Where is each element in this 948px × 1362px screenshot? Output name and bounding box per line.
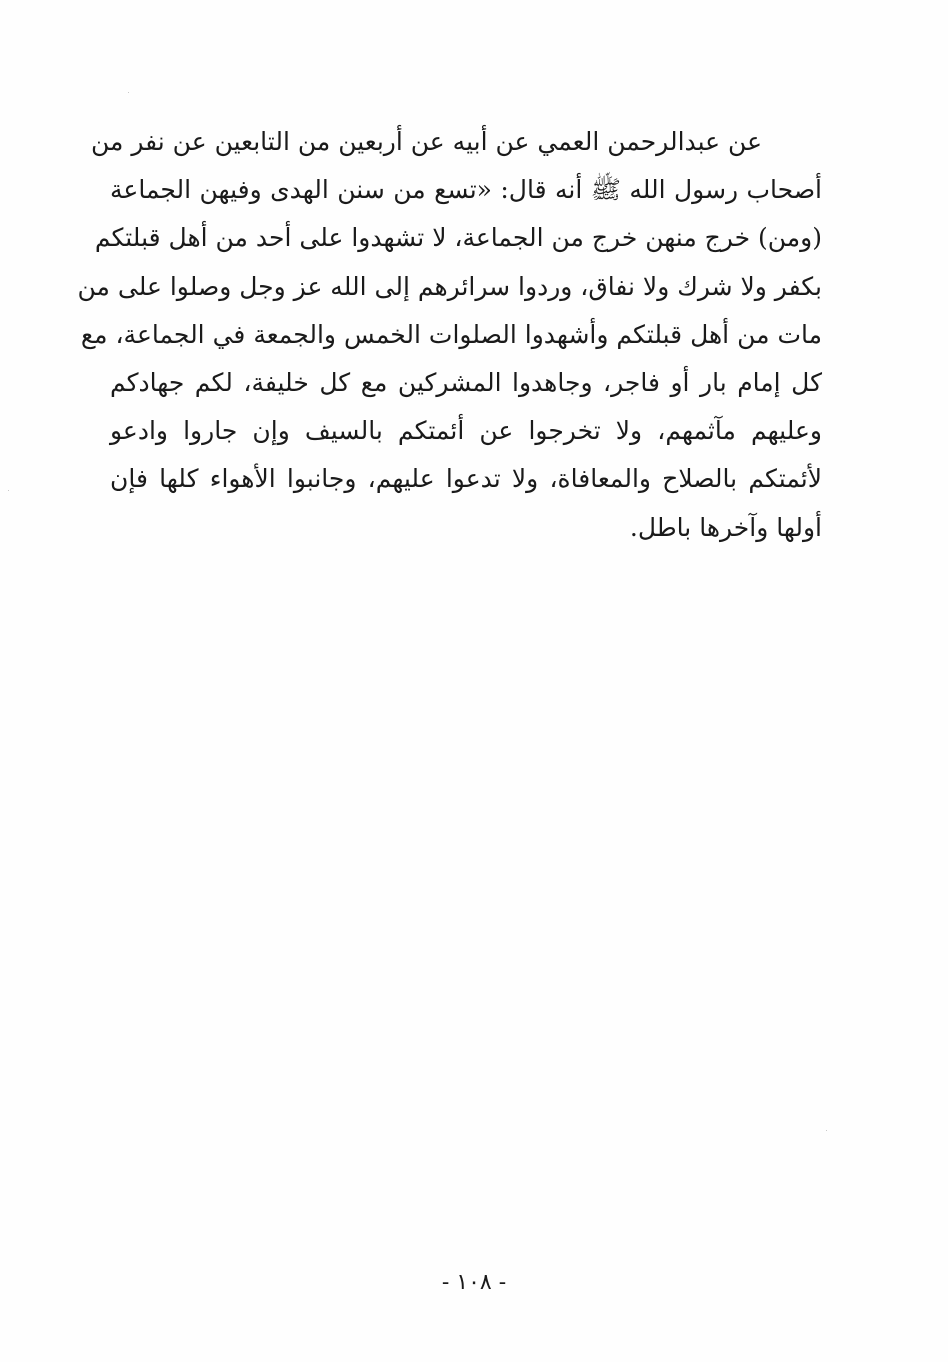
paragraph-line-5: مات من أهل قبلتكم وأشهدوا الصلوات الخمس والجمعة في الجماعة، مع [80,319,822,349]
paragraph-line-3: (ومن) خرج منهن خرج من الجماعة، لا تشهدوا على أحد من أهل قبلتكم [94,223,822,253]
scan-speck [128,92,129,93]
page-number: - ١٠٨ - [441,1270,507,1295]
body-paragraph [77,118,822,552]
paragraph-line-4: بكفر ولا شرك ولا نفاق، وردوا سرائرهم إلى الله عز وجل وصلوا على من [77,271,822,301]
scan-speck [8,490,9,491]
paragraph-line-1: عن عبدالرحمن العمي عن أبيه عن أربعين من التابعين عن نفر من [90,127,762,156]
paragraph-line-9: أولها وآخرها باطل. [629,512,822,542]
paragraph-line-8: لأئمتكم بالصلاح والمعافاة، ولا تدعوا عليهم، وجانبوا الأهواء كلها فإن [110,464,822,494]
paragraph-line-2: أصحاب رسول الله ﷺ أنه قال: «تسع من سنن الهدى وفيهن الجماعة [110,175,822,205]
paragraph-line-7: وعليهم مآثمهم، ولا تخرجوا عن أئمتكم بالسيف وإن جاروا وادعو [110,416,822,446]
paragraph-line-6: كل إمام بار أو فاجر، وجاهدوا المشركين مع كل خليفة، لكم جهادكم [110,367,822,397]
scan-speck [826,1130,827,1131]
